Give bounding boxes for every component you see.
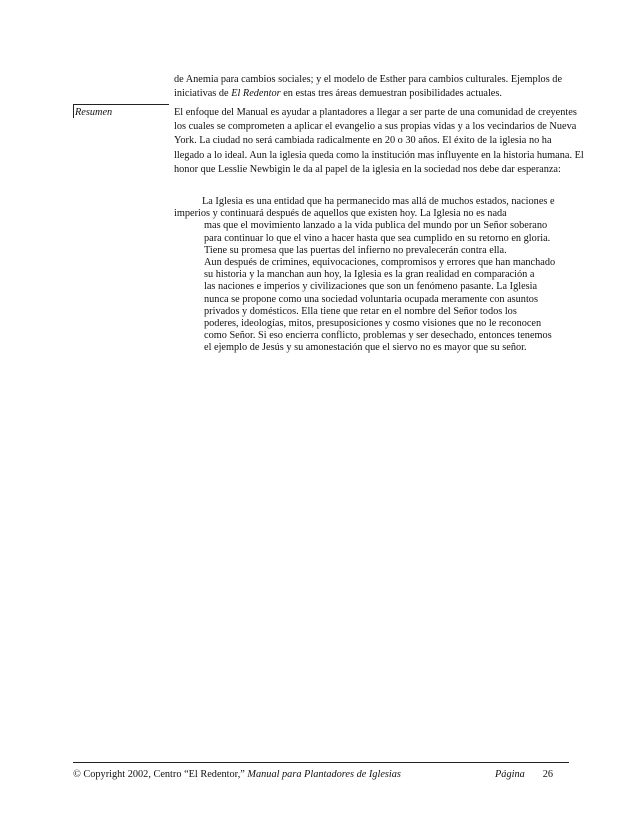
quote2-line: las naciones e imperios y civilizaciones que son un fenómeno pasante. La Iglesia: [204, 281, 538, 293]
intro-paragraph: [174, 73, 584, 101]
quote1-line: imperios y continuará después de aquellos que existen hoy. La Iglesia no es nada: [174, 208, 507, 220]
footer-rule: [73, 762, 569, 763]
intro-title-italic: El Redentor: [231, 88, 281, 100]
quote1-line: mas que el movimiento lanzado a la vida publica del mundo por un Señor soberano: [204, 220, 548, 232]
quote2-line: nunca se propone como una sociedad voluntaria ocupada meramente con asuntos: [204, 293, 538, 305]
footer-copyright-text: © Copyright 2002, Centro “El Redentor,”: [73, 769, 248, 780]
main-paragraph: El enfoque del Manual es ayudar a plantadores a llegar a ser parte de una comunidad de creyentes los cuales se comprometen a aplicar el evangelio a sus propias vidas y a los vecindarios de Nueva York. La ciudad no será cambiada radicalmente en 20 o 30 años. El éxito de la iglesia no ha llegado a lo ideal. Aun la iglesia queda como la institución mas influyente en la historia humana. El honor que Lesslie Newbigin le da al papel de la iglesia en la sociedad nos debe dar esperanza:: [174, 107, 584, 175]
quote2-line: su historia y la manchan aun hoy, la Iglesia es la gran realidad en comparación a: [204, 269, 535, 281]
footer-page: [495, 768, 553, 782]
block-quote-1: [174, 196, 574, 257]
sidebar-label: Resumen: [75, 107, 113, 118]
quote1-line: para continuar lo que el vino a hacer hasta que sea cumplido en su retorno en gloria.: [204, 232, 551, 244]
footer-manual-title: Manual para Plantadores de Iglesias: [247, 769, 401, 780]
footer-page-number: 26: [542, 769, 554, 780]
intro-text-before: de Anemia para cambios sociales; y el modelo de Esther para cambios culturales. Ejemplos de iniciativas de: [174, 74, 563, 100]
footer-page-label: Página: [495, 769, 525, 780]
footer-copyright: [73, 768, 401, 782]
quote2-line: Aun después de crimines, equivocaciones, compromisos y errores que han manchado: [204, 257, 556, 268]
quote2-line: como Señor. Si eso encierra conflicto, problemas y ser desechado, entonces tenemos: [204, 330, 552, 342]
quote1-line: Tiene su promesa que las puertas del infierno no prevalecerán contra ella.: [204, 244, 507, 256]
quote2-line: privados y domésticos. Ella tiene que retar en el nombre del Señor todos los: [204, 305, 517, 317]
block-quote-2: [174, 257, 574, 355]
quote2-line: poderes, ideologías, mitos, presuposiciones y cosmo visiones que no le reconocen: [204, 318, 542, 330]
quote2-line: el ejemplo de Jesús y su amonestación que el siervo no es mayor que su señor.: [204, 342, 527, 354]
intro-text-after: en estas tres áreas demuestran posibilidades actuales.: [280, 88, 502, 100]
sidebar-bar: [73, 104, 74, 118]
sidebar-rule: [73, 104, 169, 105]
quote1-line: La Iglesia es una entidad que ha permanecido mas allá de muchos estados, naciones e: [202, 196, 555, 207]
